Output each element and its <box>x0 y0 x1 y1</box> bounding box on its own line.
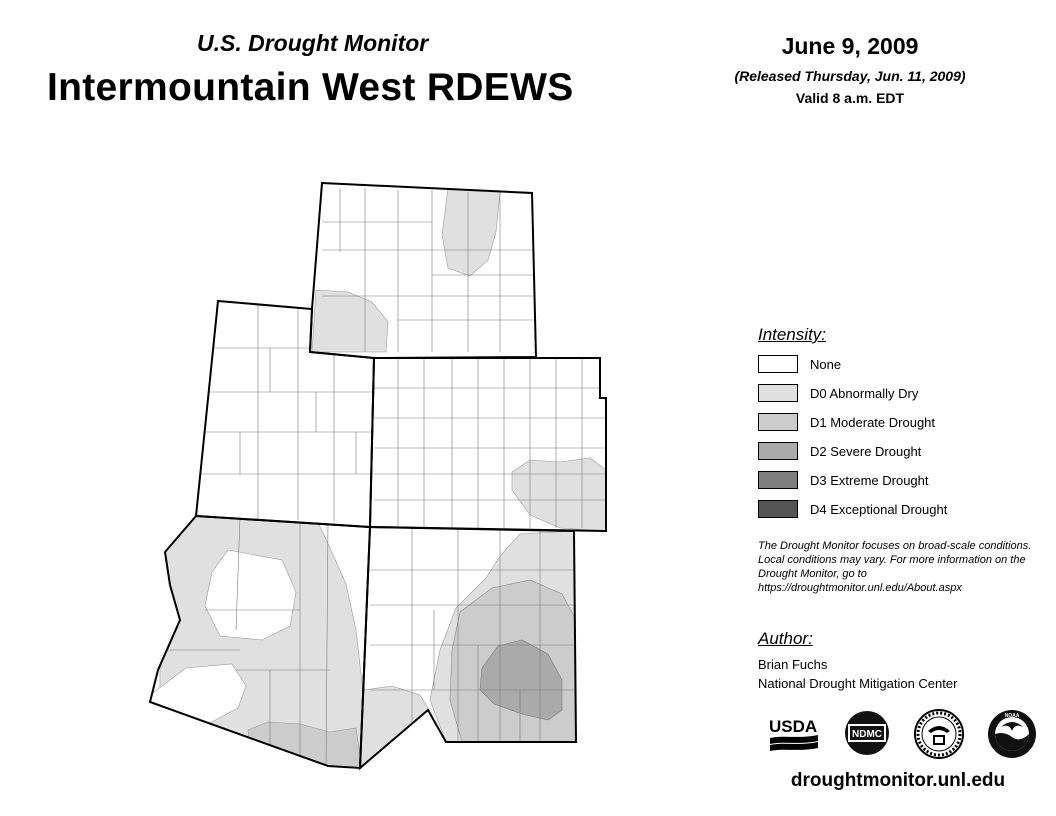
map-subtitle: U.S. Drought Monitor <box>197 30 429 56</box>
legend-label: D1 Moderate Drought <box>810 415 936 430</box>
release-date: (Released Thursday, Jun. 11, 2009) <box>734 68 966 84</box>
legend-label: D3 Extreme Drought <box>810 473 929 488</box>
noaa-logo-text: NOAA <box>1004 713 1020 719</box>
legend-title: Intensity: <box>758 325 827 344</box>
usda-logo-text: USDA <box>769 717 818 736</box>
legend-label: D4 Exceptional Drought <box>810 502 948 517</box>
legend-swatch <box>758 500 798 518</box>
map-date: June 9, 2009 <box>781 33 919 59</box>
legend-swatch <box>758 471 798 489</box>
website-url: droughtmonitor.unl.edu <box>790 770 1006 791</box>
ndmc-logo-text: NDMC <box>852 729 882 740</box>
legend-swatch <box>758 413 798 431</box>
legend-swatch <box>758 384 798 402</box>
author-title: Author: <box>758 629 813 648</box>
legend-label: D2 Severe Drought <box>810 444 922 459</box>
none-area-arizona-central <box>205 550 296 640</box>
noaa-logo <box>987 709 1037 759</box>
map-title: Intermountain West RDEWS <box>47 66 574 109</box>
usda-logo <box>768 713 820 753</box>
commerce-seal-logo <box>914 709 964 759</box>
author-org: National Drought Mitigation Center <box>758 676 958 691</box>
legend-label: None <box>810 357 842 372</box>
author-name: Brian Fuchs <box>758 657 828 672</box>
legend-swatch <box>758 442 798 460</box>
legend-swatch <box>758 355 798 373</box>
valid-time: Valid 8 a.m. EDT <box>795 90 905 106</box>
disclaimer-note: The Drought Monitor focuses on broad-scale conditions. Local conditions may vary. For more information on the Drought Monitor, go to https://droughtmonitor.unl.edu/About.aspx <box>758 540 1032 594</box>
legend-label: D0 Abnormally Dry <box>810 386 919 401</box>
ndmc-logo <box>843 710 891 756</box>
